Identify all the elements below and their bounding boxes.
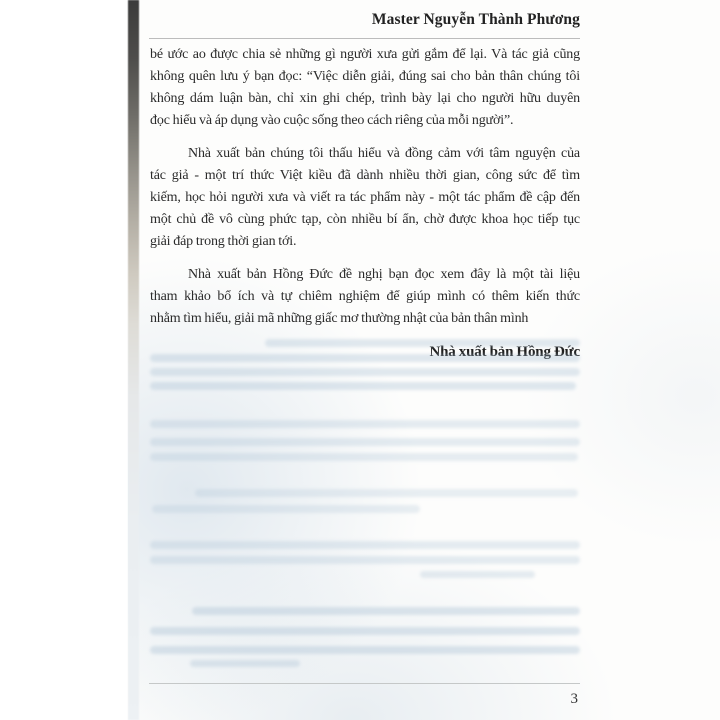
header-rule <box>149 38 580 39</box>
paragraph-2 <box>150 143 580 253</box>
bleedthrough-line <box>265 339 580 347</box>
text-line: nhằm tìm hiểu, giải mã những giấc mơ thường nhật của bản thân mình <box>150 311 529 326</box>
bleedthrough-line <box>150 646 580 654</box>
bleedthrough-line <box>152 505 420 513</box>
footer-rule <box>149 683 580 684</box>
bleedthrough-line <box>150 368 580 376</box>
text-line: đọc hiểu và áp dụng vào cuộc sống theo cách riêng của mỗi người”. <box>150 113 514 128</box>
paragraph-1 <box>150 44 580 132</box>
text-line: tác giả - một trí thức Việt kiều đã dành nhiều thời gian, công sức để tìm <box>150 168 580 183</box>
text-line: không dám luận bàn, chỉ xin ghi chép, trình bày lại cho người hữu duyên <box>150 91 580 106</box>
text-line: bé ước ao được chia sẻ những gì người xưa gửi gắm để lại. Và tác giả cũng <box>150 47 580 62</box>
text-line: Nhà xuất bản chúng tôi thấu hiểu và đồng cảm với tâm nguyện của <box>188 146 580 161</box>
bleedthrough-line <box>150 420 580 428</box>
page-left-edge-shadow <box>128 0 139 720</box>
bleedthrough-line <box>150 556 580 564</box>
paragraph-3 <box>150 264 580 330</box>
bleedthrough-line <box>150 438 580 446</box>
bleedthrough-line <box>192 607 580 615</box>
text-line: kiếm, học hỏi người xưa và viết ra tác phẩm này - một tác phẩm đề cập đến <box>150 190 580 205</box>
text-line: một chủ đề vô cùng phức tạp, còn nhiều bí ẩn, chờ được khoa học tiếp tục <box>150 212 580 227</box>
bleedthrough-line <box>190 660 300 667</box>
text-line: giải đáp trong thời gian tới. <box>150 234 297 249</box>
bleedthrough-line <box>150 453 578 461</box>
bleedthrough-line <box>195 489 578 497</box>
text-line: Nhà xuất bản Hồng Đức đề nghị bạn đọc xem đây là một tài liệu <box>188 267 580 282</box>
bleedthrough-line <box>150 627 580 635</box>
bleedthrough-line <box>420 571 535 578</box>
bleedthrough-line <box>150 541 580 549</box>
bleedthrough-line <box>150 354 580 362</box>
body-text <box>150 44 580 363</box>
text-line: tham khảo bổ ích và tự chiêm nghiệm để giúp mình có thêm kiến thức <box>150 289 580 304</box>
running-header: Master Nguyễn Thành Phương <box>371 11 580 28</box>
bleedthrough-line <box>150 382 576 390</box>
text-line: không quên lưu ý bạn đọc: “Việc diễn giải, đúng sai cho bản thân chúng tôi <box>150 69 580 84</box>
page-number: 3 <box>570 691 578 707</box>
publisher-signature: Nhà xuất bản Hồng Đức <box>429 344 580 360</box>
